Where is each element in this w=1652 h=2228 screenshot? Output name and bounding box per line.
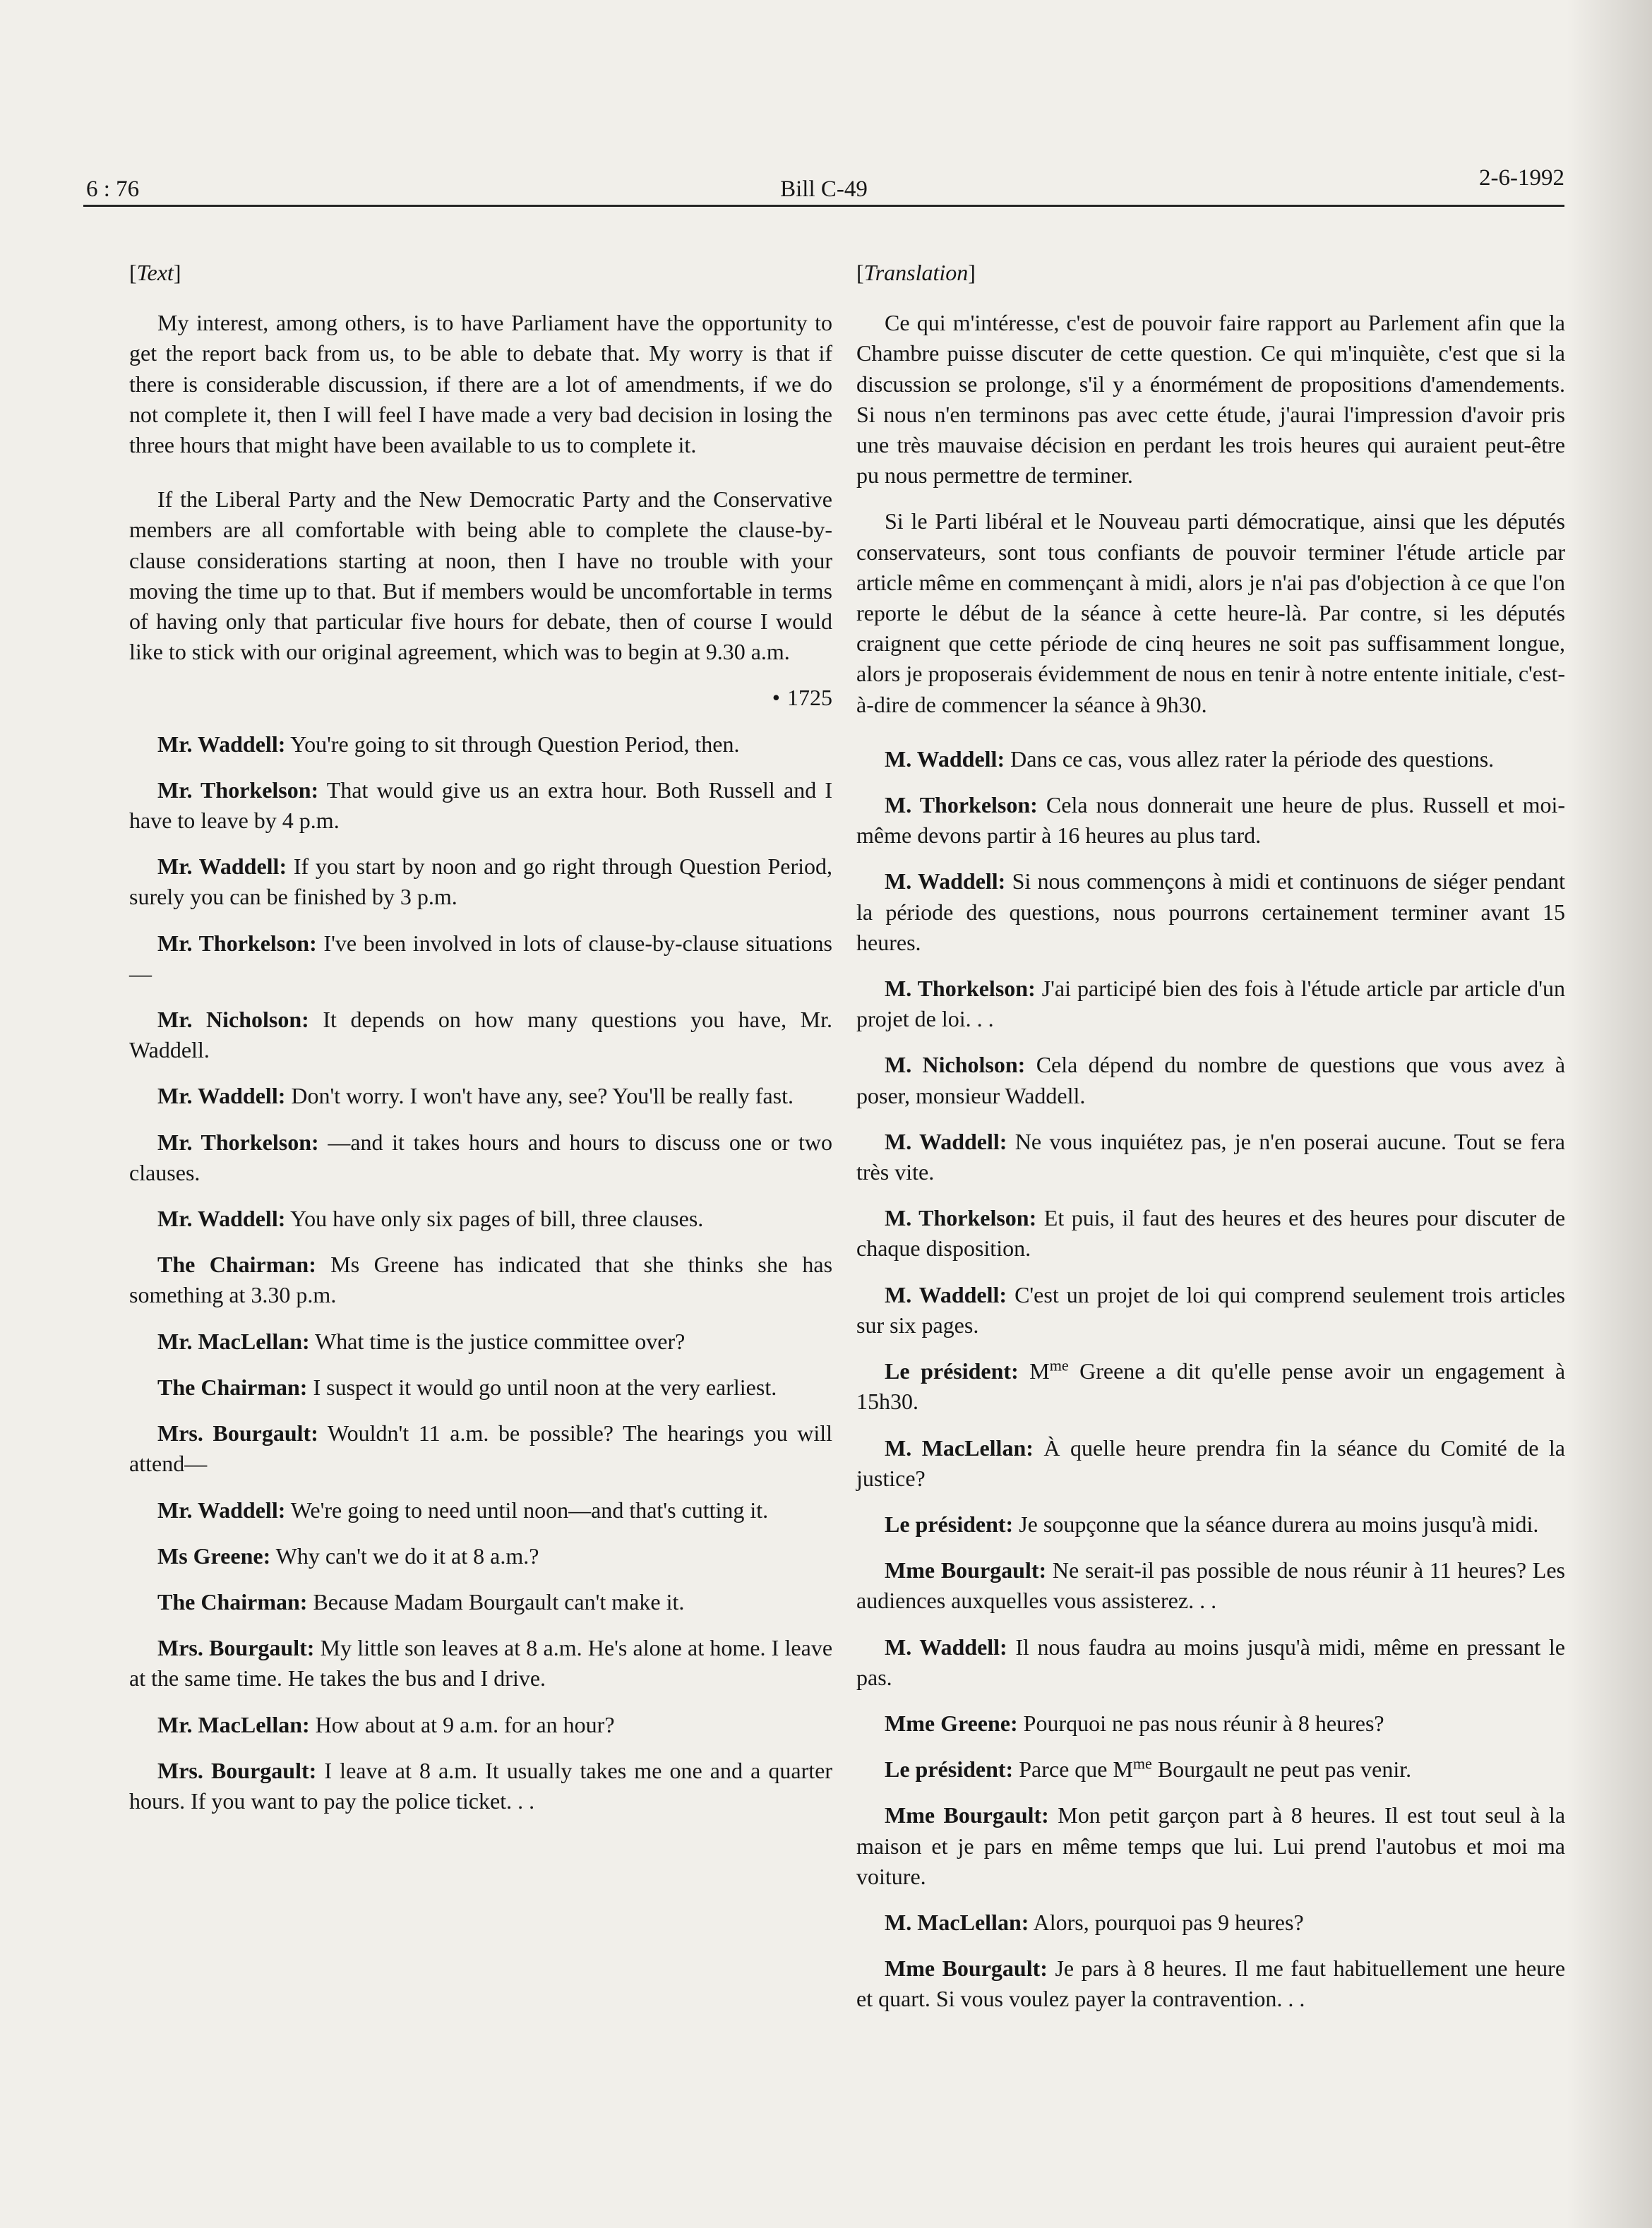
speech-en-2: Mr. Waddell: If you start by noon and go right through Question Period, surely you can be finished by 3 p.m. — [129, 854, 833, 910]
speech-fr-0: M. Waddell: Dans ce cas, vous allez rater la période des questions. — [885, 745, 1495, 772]
speech-en-3: Mr. Thorkelson: I've been involved in lots of clause-by-clause situations— — [129, 930, 833, 986]
bill-title: Bill C-49 — [780, 176, 868, 202]
speech-fr-17: Mme Bourgault: Je pars à 8 heures. Il me faut habituellement une heure et quart. Si vous voulez payer la contravention. . . — [856, 1956, 1566, 2012]
speech-en-16: Mr. MacLellan: How about at 9 a.m. for an hour? — [157, 1711, 615, 1737]
speech-fr-15: Mme Bourgault: Mon petit garçon part à 8 heures. Il est tout seul à la maison et je pars en même temps que lui. Lui prend l'autobus et moi ma voiture. — [856, 1802, 1566, 1889]
english-paragraph: If the Liberal Party and the New Democratic Party and the Conservative members are all comfortable with being able to complete the clause-by-clause considerations starting at noon, then I have no trouble with your moving the time up to that. But if members would be uncomfortable in terms of having only that particular five hours for debate, then of course I would like to stick with our original agreement, which was to begin at 9.30 a.m. — [129, 486, 832, 665]
bullet-icon: • — [772, 685, 780, 711]
page-header — [83, 164, 1564, 203]
time-marker: • 1725 — [772, 685, 832, 711]
speech-fr-13: Mme Greene: Pourquoi ne pas nous réunir à 8 heures? — [885, 1710, 1384, 1736]
speech-en-1: Mr. Thorkelson: That would give us an extra hour. Both Russell and I have to leave by 4 p.m. — [129, 777, 833, 834]
speech-en-12: Mr. Waddell: We're going to need until noon—and that's cutting it. — [157, 1497, 769, 1523]
speech-en-17: Mrs. Bourgault: I leave at 8 a.m. It usually takes me one and a quarter hours. If you want to pay the police ticket. . . — [129, 1757, 833, 1814]
french-column — [856, 258, 1565, 2030]
french-paragraph: Ce qui m'intéresse, c'est de pouvoir faire rapport au Parlement afin que la Chambre puisse discuter de cette question. Ce qui m'inquiète, c'est que si la discussion se prolonge, s'il y a énormément de propositions d'amendements. Si nous n'en terminons pas avec cette étude, j'aurai l'impression d'avoir pris une très mauvaise décision en perdant les trois heures qui auraient peut-être pu nous permettre de terminer. — [856, 310, 1565, 489]
speech-fr-8: Le président: $M^{me}$ Greene a dit qu'elle pense avoir un engagement à 15h30. — [856, 1356, 1566, 1415]
french-label: [Translation] — [856, 260, 976, 285]
speech-fr-2: M. Waddell: Si nous commençons à midi et continuons de siéger pendant la période des questions, nous pourrons certainement terminer avant 15 heures. — [856, 868, 1566, 955]
english-paragraph: My interest, among others, is to have Parliament have the opportunity to get the report back from us, to be able to debate that. My worry is that if there is considerable discussion, if there are a lot of amendments, if we do not complete it, then I will feel I have made a very bad decision in losing the three hours that might have been available to us to complete it. — [129, 310, 832, 458]
speech-en-9: Mr. MacLellan: What time is the justice committee over? — [157, 1328, 686, 1354]
speech-en-10: The Chairman: I suspect it would go until noon at the very earliest. — [157, 1374, 777, 1400]
speech-en-4: Mr. Nicholson: It depends on how many questions you have, Mr. Waddell. — [129, 1007, 833, 1063]
speech-en-8: The Chairman: Ms Greene has indicated that she thinks she has something at 3.30 p.m. — [129, 1252, 833, 1308]
speech-fr-11: Mme Bourgault: Ne serait-il pas possible de nous réunir à 11 heures? Les audiences auxquelles vous assisterez. . . — [856, 1557, 1565, 1614]
speech-fr-3: M. Thorkelson: J'ai participé bien des fois à l'étude article par article d'un projet de loi. . . — [856, 976, 1566, 1032]
english-column — [129, 258, 832, 1832]
english-label: [Text] — [129, 260, 181, 285]
page-date: 2-6-1992 — [1479, 165, 1564, 191]
speech-fr-14: Le président: Parce que $M^{me}$ Bourgault ne peut pas venir. — [885, 1754, 1412, 1783]
speech-en-7: Mr. Waddell: You have only six pages of bill, three clauses. — [157, 1206, 704, 1232]
header-rule — [83, 205, 1564, 207]
page-number: 6 : 76 — [86, 176, 140, 202]
speech-fr-16: M. MacLellan: Alors, pourquoi pas 9 heures? — [885, 1909, 1304, 1935]
speech-en-15: Mrs. Bourgault: My little son leaves at 8 a.m. He's alone at home. I leave at the same time. He takes the bus and I drive. — [129, 1635, 833, 1691]
speech-fr-4: M. Nicholson: Cela dépend du nombre de questions que vous avez à poser, monsieur Waddell. — [856, 1052, 1566, 1108]
speech-fr-9: M. MacLellan: À quelle heure prendra fin la séance du Comité de la justice? — [856, 1435, 1566, 1491]
page-edge-shadow — [1567, 0, 1652, 2228]
speech-fr-6: M. Thorkelson: Et puis, il faut des heures et des heures pour discuter de chaque disposition. — [856, 1205, 1566, 1262]
speech-fr-5: M. Waddell: Ne vous inquiétez pas, je n'en poserai aucune. Tout se fera très vite. — [856, 1128, 1565, 1185]
speech-fr-7: M. Waddell: C'est un projet de loi qui comprend seulement trois articles sur six pages. — [856, 1281, 1566, 1338]
speech-en-5: Mr. Waddell: Don't worry. I won't have any, see? You'll be really fast. — [157, 1083, 794, 1109]
speech-fr-10: Le président: Je soupçonne que la séance durera au moins jusqu'à midi. — [885, 1511, 1539, 1537]
speech-en-11: Mrs. Bourgault: Wouldn't 11 a.m. be possible? The hearings you will attend— — [129, 1420, 833, 1477]
french-paragraph: Si le Parti libéral et le Nouveau parti démocratique, ainsi que les députés conservateurs, sont tous confiants de pouvoir terminer l'étude article par article même en commençant à midi, alors je n'ai pas d'objection à ce que l'on reporte le début de la séance à cette heure-là. Par contre, si les députés craignent que cette période de cinq heures ne soit pas suffisamment longue, alors je proposerais évidemment de nous en tenir à notre entente initiale, c'est-à-dire de commencer la séance à 9h30. — [856, 508, 1565, 717]
speech-fr-1: M. Thorkelson: Cela nous donnerait une heure de plus. Russell et moi-même devons partir à 16 heures au plus tard. — [856, 792, 1566, 849]
speech-fr-12: M. Waddell: Il nous faudra au moins jusqu'à midi, même en pressant le pas. — [856, 1634, 1566, 1690]
speech-en-0: Mr. Waddell: You're going to sit through Question Period, then. — [157, 731, 740, 757]
speech-en-13: Ms Greene: Why can't we do it at 8 a.m.? — [157, 1543, 539, 1569]
speech-en-6: Mr. Thorkelson: —and it takes hours and hours to discuss one or two clauses. — [129, 1129, 833, 1185]
speech-en-14: The Chairman: Because Madam Bourgault can't make it. — [157, 1588, 685, 1615]
